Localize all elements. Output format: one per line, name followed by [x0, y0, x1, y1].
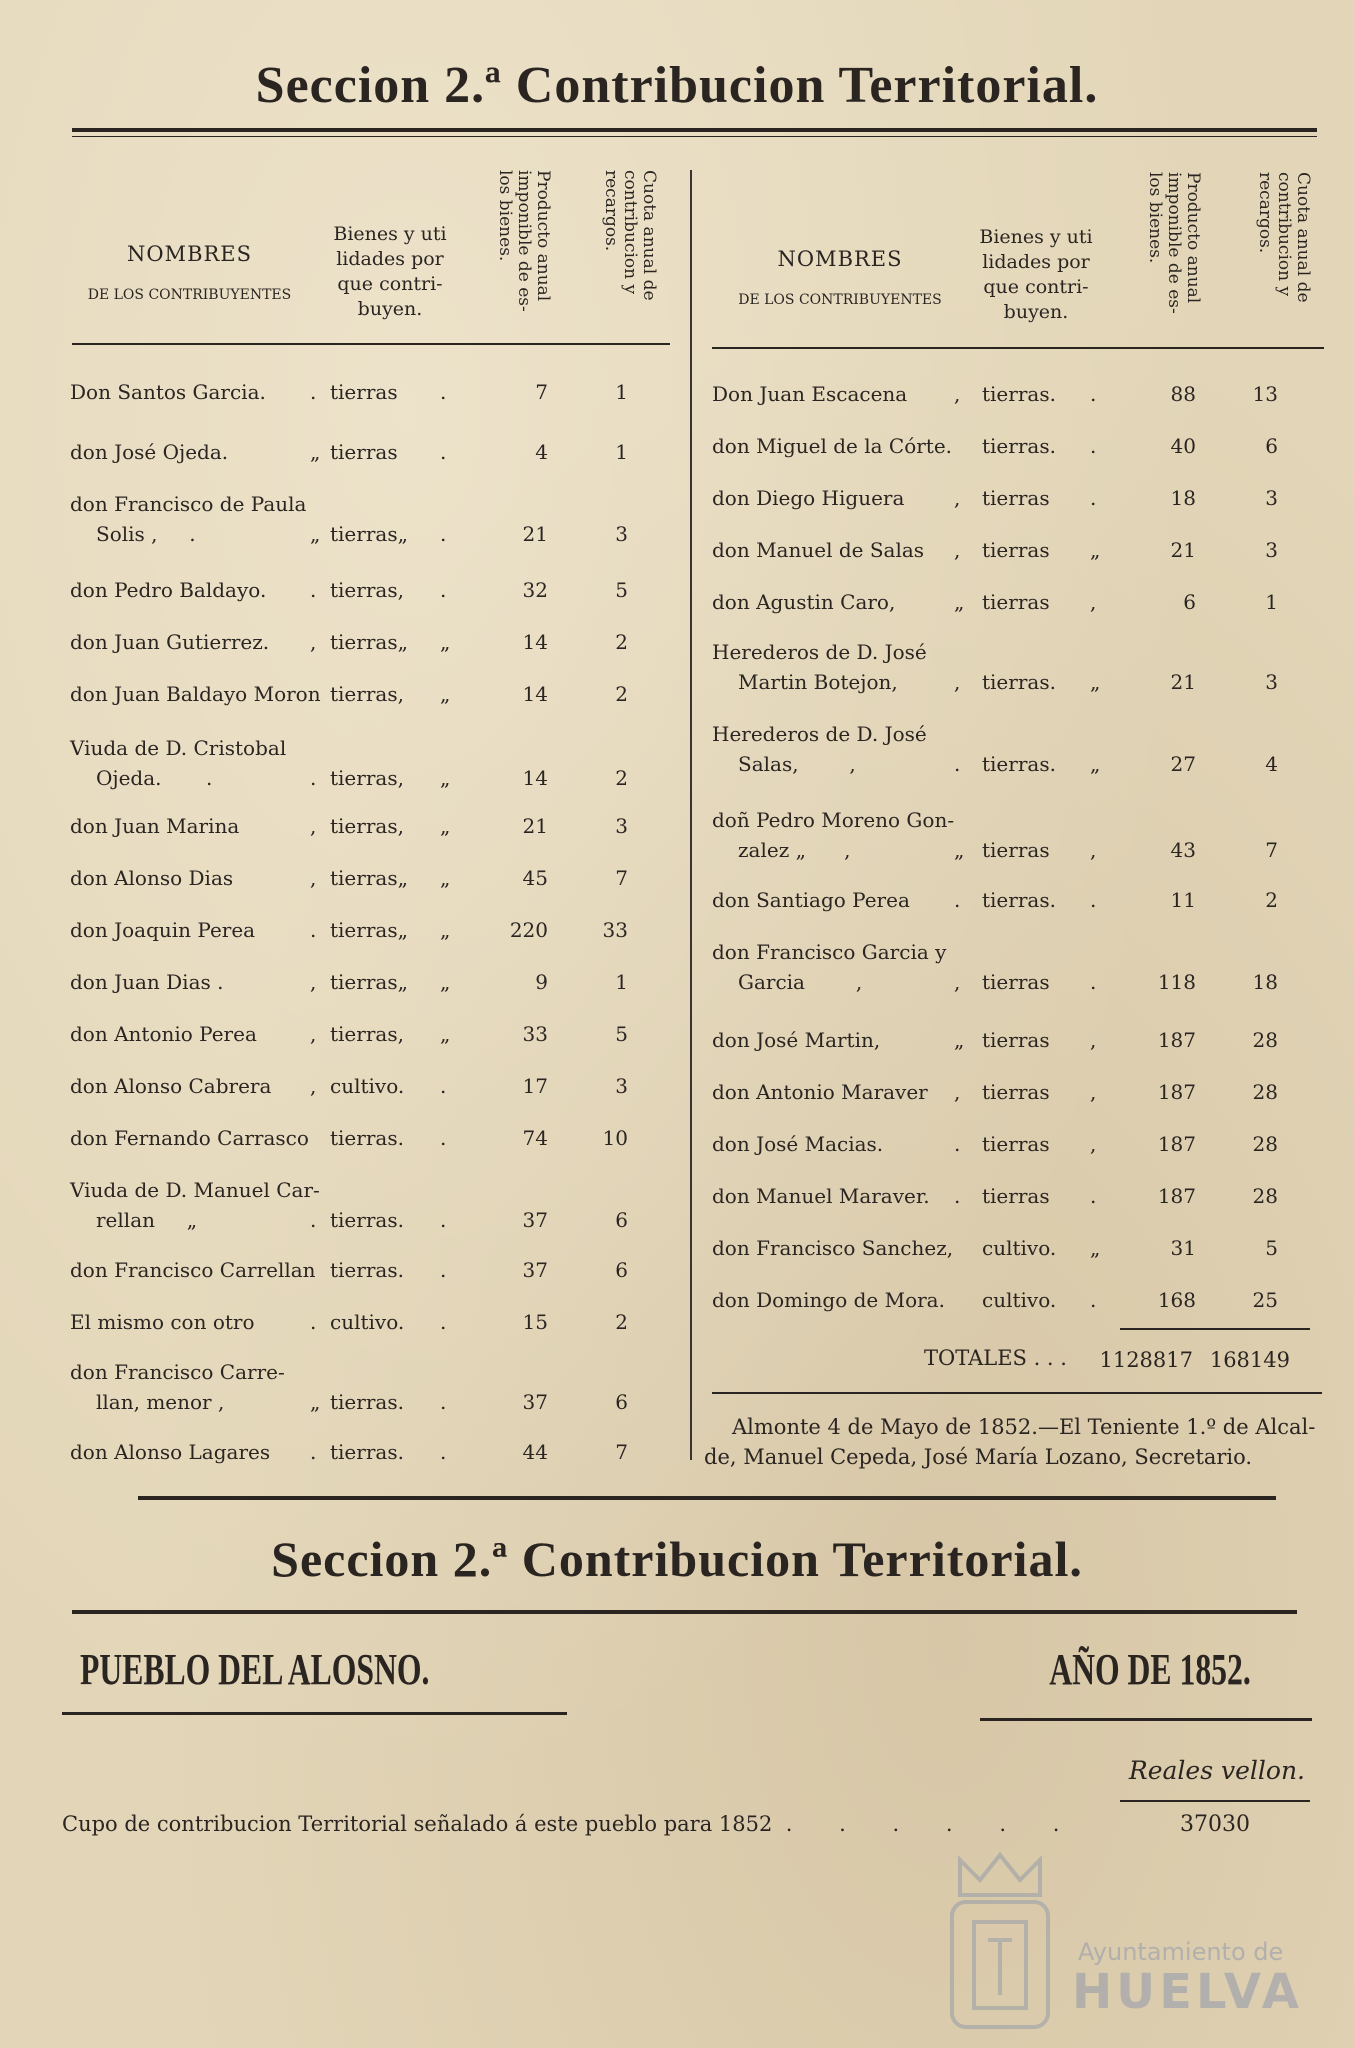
right-header-rule — [712, 347, 1324, 349]
currency-label: Reales vellon. — [1128, 1756, 1305, 1785]
goods-separator: „ — [440, 1022, 451, 1046]
quota-value: 28 — [1252, 1184, 1278, 1208]
contributor-name: Don Santos Garcia. — [70, 380, 266, 404]
goods-separator: „ — [440, 918, 451, 942]
right-header-names — [710, 248, 970, 312]
goods-separator: . — [440, 380, 447, 404]
right-header-goods: Bienes y uti lidades por que contri- buyen. — [979, 226, 1093, 323]
product-value: 21 — [1170, 538, 1196, 562]
goods-value: tierras, — [330, 1022, 404, 1046]
totals-product: 1128817 — [1099, 1348, 1193, 1372]
goods-separator: „ — [440, 970, 451, 994]
coat-of-arms-icon — [940, 1850, 1060, 2040]
product-value: 7 — [535, 380, 548, 404]
contributor-name: don Francisco de Paula — [70, 492, 307, 516]
goods-separator: . — [1090, 1184, 1097, 1208]
quota-value: 3 — [1265, 538, 1278, 562]
name-separator: . — [310, 1208, 317, 1232]
town-rule — [62, 1712, 567, 1715]
title-rule-thin — [72, 136, 1317, 137]
watermark-line-1: Ayuntamiento de — [1078, 1938, 1284, 1966]
quota-value: 4 — [1265, 752, 1278, 776]
product-value: 74 — [522, 1126, 548, 1150]
product-value: 45 — [522, 866, 548, 890]
goods-separator: . — [440, 1126, 447, 1150]
name-separator: . — [954, 1184, 961, 1208]
goods-value: tierras. — [982, 888, 1056, 912]
name-separator: „ — [954, 1028, 965, 1052]
goods-value: tierras. — [330, 1440, 404, 1464]
goods-value: tierras — [330, 380, 398, 404]
goods-value: cultivo. — [330, 1310, 405, 1334]
quota-value: 6 — [1265, 434, 1278, 458]
goods-separator: „ — [1090, 538, 1101, 562]
contributor-name: don Fernando Carrasco — [70, 1126, 309, 1150]
contributor-name: Don Juan Escacena — [712, 382, 908, 406]
goods-value: cultivo. — [982, 1288, 1057, 1312]
totals-quota: 168149 — [1209, 1348, 1290, 1372]
goods-separator: „ — [1090, 1236, 1101, 1260]
name-separator: , — [954, 970, 961, 994]
quota-value: 1 — [615, 970, 628, 994]
goods-separator: . — [440, 1390, 447, 1414]
quota-value: 1 — [1265, 590, 1278, 614]
contributor-name: don Antonio Maraver — [712, 1080, 928, 1104]
goods-value: tierras. — [330, 1208, 404, 1232]
goods-separator: . — [1090, 434, 1097, 458]
goods-value: tierras„ — [330, 918, 408, 942]
quota-value: 10 — [602, 1126, 628, 1150]
goods-value: tierras, — [330, 814, 404, 838]
name-separator: , — [310, 814, 317, 838]
contributor-name: Viuda de D. Cristobal — [70, 736, 287, 760]
right-header-quota: Cuota anual de contribucion y recargos. — [1255, 172, 1313, 303]
contributor-name: don Alonso Cabrera — [70, 1074, 272, 1098]
contributor-name: Viuda de D. Manuel Car- — [70, 1178, 320, 1202]
name-separator: , — [954, 486, 961, 510]
name-separator: , — [954, 670, 961, 694]
quota-value: 1 — [615, 380, 628, 404]
product-value: 21 — [522, 814, 548, 838]
totals-rule — [1120, 1328, 1310, 1330]
quota-value: 5 — [615, 578, 628, 602]
goods-value: cultivo. — [330, 1074, 405, 1098]
goods-separator: „ — [440, 630, 451, 654]
product-value: 118 — [1157, 970, 1196, 994]
product-value: 37 — [522, 1258, 548, 1282]
goods-separator: , — [1090, 590, 1097, 614]
left-header-names — [62, 243, 317, 307]
contributor-name: don Juan Baldayo Moron — [70, 682, 321, 706]
contributor-name: don Agustin Caro, — [712, 590, 896, 614]
goods-value: tierras — [982, 1184, 1050, 1208]
product-value: 21 — [522, 522, 548, 546]
product-value: 187 — [1157, 1184, 1196, 1208]
product-value: 37 — [522, 1208, 548, 1232]
name-separator: . — [310, 578, 317, 602]
year-label: AÑO DE 1852. — [1049, 1645, 1251, 1694]
product-value: 14 — [522, 630, 548, 654]
quota-value: 3 — [615, 814, 628, 838]
goods-value: tierras. — [982, 670, 1056, 694]
name-separator: „ — [954, 838, 965, 862]
name-separator: , — [310, 866, 317, 890]
quota-value: 2 — [615, 630, 628, 654]
contributor-name: don Manuel de Salas — [712, 538, 925, 562]
goods-separator: , — [1090, 1028, 1097, 1052]
quota-value: 7 — [1265, 838, 1278, 862]
goods-value: tierras. — [982, 752, 1056, 776]
goods-separator: . — [440, 440, 447, 464]
contributor-name: don Miguel de la Córte. — [712, 434, 953, 458]
name-separator: „ — [310, 1390, 321, 1414]
contributor-name: doñ Pedro Moreno Gon- — [712, 808, 955, 832]
goods-separator: . — [440, 1208, 447, 1232]
goods-separator: „ — [440, 814, 451, 838]
product-value: 17 — [522, 1074, 548, 1098]
contributor-name-cont: Garcia , — [738, 970, 863, 994]
contributor-name: don Juan Gutierrez. — [70, 630, 270, 654]
right-header-names-2: DE LOS CONTRIBUYENTES — [738, 292, 942, 308]
goods-separator: . — [1090, 970, 1097, 994]
name-separator: . — [310, 918, 317, 942]
right-header-names-1: NOMBRES — [777, 247, 903, 271]
product-value: 14 — [522, 766, 548, 790]
quota-value: 6 — [615, 1258, 628, 1282]
goods-value: tierras. — [982, 434, 1056, 458]
contributor-name-cont: Salas, , — [738, 752, 856, 776]
goods-separator: . — [1090, 888, 1097, 912]
contributor-name: don Francisco Garcia y — [712, 940, 947, 964]
contributor-name: don José Ojeda. — [70, 440, 229, 464]
name-separator: . — [954, 888, 961, 912]
goods-separator: . — [440, 578, 447, 602]
goods-value: tierras — [982, 486, 1050, 510]
year-rule — [980, 1718, 1312, 1721]
goods-value: tierras. — [330, 1126, 404, 1150]
quota-value: 28 — [1252, 1080, 1278, 1104]
goods-separator: . — [440, 1440, 447, 1464]
left-header-rule — [72, 343, 670, 345]
product-value: 4 — [535, 440, 548, 464]
watermark-line-2: HUELVA — [1072, 1964, 1303, 2020]
product-value: 18 — [1170, 486, 1196, 510]
name-separator: , — [954, 538, 961, 562]
left-header-names-1: NOMBRES — [126, 242, 253, 266]
name-separator: . — [310, 380, 317, 404]
contributor-name: don José Macias. — [712, 1132, 884, 1156]
goods-separator: „ — [1090, 670, 1101, 694]
contributor-name: don Francisco Carrellan — [70, 1258, 316, 1282]
quota-line-text: Cupo de contribucion Territorial señalado á este pueblo para 1852 . . . . . . — [62, 1812, 1060, 1836]
town-label: PUEBLO DEL ALOSNO. — [80, 1645, 430, 1694]
goods-separator: . — [440, 1310, 447, 1334]
product-value: 220 — [509, 918, 548, 942]
goods-value: cultivo. — [982, 1236, 1057, 1260]
name-separator: . — [310, 766, 317, 790]
contributor-name: don José Martin, — [712, 1028, 881, 1052]
contributor-name: El mismo con otro — [70, 1310, 255, 1334]
product-value: 187 — [1157, 1028, 1196, 1052]
goods-separator: . — [440, 522, 447, 546]
contributor-name: don Juan Marina — [70, 814, 240, 838]
quota-value: 3 — [615, 1074, 628, 1098]
goods-separator: „ — [440, 866, 451, 890]
product-value: 88 — [1170, 382, 1196, 406]
name-separator: , — [310, 1022, 317, 1046]
goods-separator: , — [1090, 838, 1097, 862]
product-value: 44 — [522, 1440, 548, 1464]
quota-value: 6 — [615, 1208, 628, 1232]
left-header-product: Producto anual imponible de es- los bienes. — [495, 170, 553, 312]
product-value: 32 — [522, 578, 548, 602]
contributor-name: don Diego Higuera — [712, 486, 905, 510]
quota-value: 5 — [615, 1022, 628, 1046]
contributor-name: don Manuel Maraver. — [712, 1184, 930, 1208]
name-separator: „ — [310, 522, 321, 546]
contributor-name: Herederos de D. José — [712, 640, 927, 664]
product-value: 43 — [1170, 838, 1196, 862]
quota-value: 6 — [615, 1390, 628, 1414]
goods-value: tierras, — [330, 766, 404, 790]
totals-label: TOTALES . . . — [924, 1346, 1067, 1370]
signature-line-2: de, Manuel Cepeda, José María Lozano, Secretario. — [704, 1445, 1253, 1469]
goods-value: tierras„ — [330, 522, 408, 546]
contributor-name-cont: Solis , . — [96, 522, 196, 546]
left-header-quota: Cuota anual de contribucion y recargos. — [601, 170, 659, 301]
goods-value: tierras — [982, 1132, 1050, 1156]
contributor-name: don Juan Dias . — [70, 970, 224, 994]
product-value: 9 — [535, 970, 548, 994]
name-separator: . — [954, 1132, 961, 1156]
goods-separator: „ — [440, 766, 451, 790]
column-divider — [690, 170, 692, 1460]
product-value: 15 — [522, 1310, 548, 1334]
product-value: 11 — [1170, 888, 1196, 912]
goods-value: tierras — [982, 538, 1050, 562]
goods-separator: . — [1090, 486, 1097, 510]
product-value: 33 — [522, 1022, 548, 1046]
quota-value: 7 — [615, 866, 628, 890]
quota-value: 25 — [1252, 1288, 1278, 1312]
product-value: 37 — [522, 1390, 548, 1414]
totals-rule-bottom — [712, 1392, 1322, 1394]
quota-value: 3 — [1265, 670, 1278, 694]
goods-value: tierras — [330, 440, 398, 464]
watermark-stamp — [940, 1850, 1340, 2040]
contributor-name: don Francisco Carre- — [70, 1360, 285, 1384]
name-separator: „ — [954, 590, 965, 614]
goods-value: tierras — [982, 1028, 1050, 1052]
contributor-name: don Pedro Baldayo. — [70, 578, 267, 602]
quota-value: 5 — [1265, 1236, 1278, 1260]
contributor-name: don Santiago Perea — [712, 888, 910, 912]
contributor-name: don Alonso Lagares — [70, 1440, 271, 1464]
product-value: 187 — [1157, 1132, 1196, 1156]
name-separator: . — [310, 1440, 317, 1464]
contributor-name: don Alonso Dias — [70, 866, 234, 890]
product-value: 6 — [1183, 590, 1196, 614]
contributor-name-cont: llan, menor , — [96, 1390, 225, 1414]
quota-value: 2 — [615, 682, 628, 706]
goods-value: tierras. — [330, 1390, 404, 1414]
quota-value: 7 — [615, 1440, 628, 1464]
contributor-name: don Antonio Perea — [70, 1022, 257, 1046]
contributor-name: don Joaquin Perea — [70, 918, 256, 942]
name-separator: , — [954, 1080, 961, 1104]
goods-value: tierras — [982, 970, 1050, 994]
goods-value: tierras — [982, 590, 1050, 614]
goods-value: tierras — [982, 1080, 1050, 1104]
goods-separator: . — [1090, 1288, 1097, 1312]
goods-value: tierras. — [330, 1258, 404, 1282]
goods-separator: , — [1090, 1132, 1097, 1156]
goods-value: tierras„ — [330, 970, 408, 994]
contributor-name-cont: rellan „ — [96, 1208, 198, 1232]
name-separator: . — [310, 1310, 317, 1334]
quota-value: 2 — [615, 766, 628, 790]
product-value: 21 — [1170, 670, 1196, 694]
goods-separator: , — [1090, 1080, 1097, 1104]
quota-value: 28 — [1252, 1028, 1278, 1052]
quota-value: 1 — [615, 440, 628, 464]
section-rule-2 — [72, 1610, 1297, 1614]
goods-value: tierras, — [330, 682, 404, 706]
contributor-name: don Domingo de Mora. — [712, 1288, 945, 1312]
right-header-product: Producto anual imponible de es- los bienes. — [1145, 172, 1203, 314]
contributor-name: don Francisco Sanchez, — [712, 1236, 954, 1260]
goods-separator: . — [1090, 382, 1097, 406]
contributor-name-cont: zalez „ , — [738, 838, 851, 862]
product-value: 14 — [522, 682, 548, 706]
quota-value: 2 — [615, 1310, 628, 1334]
goods-separator: „ — [440, 682, 451, 706]
product-value: 40 — [1170, 434, 1196, 458]
name-separator: „ — [310, 440, 321, 464]
goods-separator: . — [440, 1258, 447, 1282]
goods-value: tierras — [982, 838, 1050, 862]
product-value: 31 — [1170, 1236, 1196, 1260]
quota-value: 13 — [1252, 382, 1278, 406]
goods-value: tierras„ — [330, 630, 408, 654]
quota-value: 18 — [1252, 970, 1278, 994]
contributor-name-cont: Martin Botejon, — [738, 670, 898, 694]
product-value: 27 — [1170, 752, 1196, 776]
contributor-name: Herederos de D. José — [712, 722, 927, 746]
signature-line-1: Almonte 4 de Mayo de 1852.—El Teniente 1.º de Alcal- — [732, 1415, 1316, 1439]
left-header-goods: Bienes y uti lidades por que contri- buyen. — [333, 223, 447, 320]
quota-value: 33 — [602, 918, 628, 942]
section-rule-1 — [138, 1496, 1276, 1500]
goods-value: tierras. — [982, 382, 1056, 406]
goods-separator: . — [440, 1074, 447, 1098]
name-separator: . — [954, 752, 961, 776]
quota-line-value: 37030 — [1180, 1812, 1250, 1837]
goods-value: tierras, — [330, 578, 404, 602]
contributor-name-cont: Ojeda. . — [96, 766, 213, 790]
name-separator: , — [310, 1074, 317, 1098]
title-rule-thick — [72, 128, 1317, 132]
quota-value: 28 — [1252, 1132, 1278, 1156]
product-value: 168 — [1157, 1288, 1196, 1312]
section-title-bottom: Seccion 2.ª Contribucion Territorial. — [271, 1531, 1083, 1587]
product-value: 187 — [1157, 1080, 1196, 1104]
currency-rule — [1120, 1800, 1310, 1802]
left-header-names-2: DE LOS CONTRIBUYENTES — [87, 287, 292, 303]
quota-value: 3 — [615, 522, 628, 546]
quota-value: 2 — [1265, 888, 1278, 912]
name-separator: , — [310, 630, 317, 654]
goods-value: tierras„ — [330, 866, 408, 890]
quota-value: 3 — [1265, 486, 1278, 510]
page-title: Seccion 2.ª Contribucion Territorial. — [255, 57, 1099, 114]
name-separator: , — [954, 382, 961, 406]
signature-note — [704, 1412, 1324, 1472]
goods-separator: „ — [1090, 752, 1101, 776]
name-separator: , — [310, 970, 317, 994]
